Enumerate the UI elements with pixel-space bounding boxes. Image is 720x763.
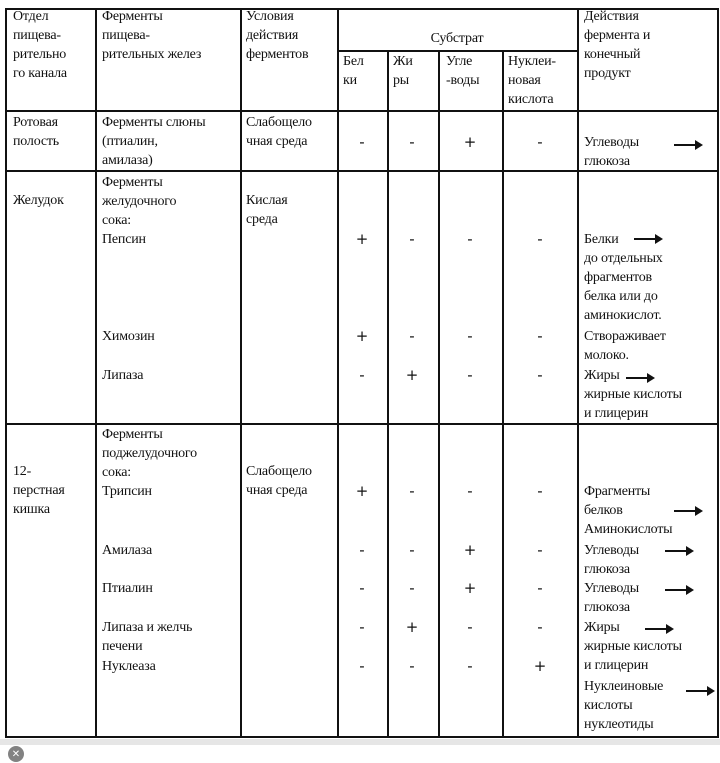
enzyme-name: Пепсин: [102, 232, 146, 247]
bottom-divider: [0, 739, 720, 745]
header-conditions: Условия действия ферментов: [246, 9, 309, 62]
col-divider: [438, 50, 440, 738]
table-border-bottom: [5, 736, 718, 738]
mark-nucleic: +: [533, 657, 547, 675]
close-icon[interactable]: ✕: [8, 746, 24, 762]
enzyme-action: Углеводы глюкоза: [584, 135, 639, 169]
mark-fats: -: [409, 327, 415, 345]
col-divider: [95, 8, 97, 738]
header-substrate: Субстрат: [430, 31, 484, 46]
col-divider: [5, 8, 7, 738]
header-section: Отдел пищева- рительно го канала: [13, 9, 67, 81]
arrow-icon: [665, 589, 691, 591]
enzyme-name: Птиалин: [102, 581, 153, 596]
mark-fats: -: [409, 482, 415, 500]
mark-proteins: -: [359, 133, 365, 151]
col-divider: [717, 8, 719, 738]
mark-proteins: -: [359, 579, 365, 597]
mark-proteins: -: [359, 541, 365, 559]
header-carbs: Угле -воды: [446, 54, 480, 88]
header-enzymes: Ферменты пищева- рительных желез: [102, 9, 202, 62]
mark-fats: -: [409, 541, 415, 559]
col-divider: [337, 8, 339, 738]
mark-nucleic: -: [537, 579, 543, 597]
mark-proteins: +: [355, 482, 369, 500]
enzyme-action: Створаживает молоко.: [584, 329, 666, 363]
enzyme-name: Липаза и желчь печени: [102, 620, 193, 654]
arrow-icon: [686, 690, 712, 692]
mark-nucleic: -: [537, 482, 543, 500]
section-name: Ротовая полость: [13, 115, 59, 149]
header-nucleic: Нуклеи- новая кислота: [508, 54, 556, 107]
enzyme-action: Углеводы глюкоза: [584, 543, 639, 577]
mark-carbs: -: [467, 230, 473, 248]
mark-nucleic: -: [537, 230, 543, 248]
col-divider: [240, 8, 242, 738]
conditions: Слабощело чная среда: [246, 464, 312, 498]
conditions: Слабощело чная среда: [246, 115, 312, 149]
arrow-icon: [626, 377, 652, 379]
enzyme-action: Жиры жирные кислоты и глицерин: [584, 368, 682, 421]
conditions: Кислая среда: [246, 193, 288, 227]
mark-nucleic: -: [537, 366, 543, 384]
enzyme-name: Нуклеаза: [102, 659, 156, 674]
col-divider: [577, 8, 579, 738]
mark-nucleic: -: [537, 133, 543, 151]
mark-carbs: -: [467, 618, 473, 636]
mark-fats: -: [409, 657, 415, 675]
mark-proteins: -: [359, 366, 365, 384]
enzyme-action: Жиры жирные кислоты и глицерин: [584, 620, 682, 673]
section-name: 12- перстная кишка: [13, 464, 65, 517]
mark-fats: -: [409, 230, 415, 248]
enzyme-name: Липаза: [102, 368, 144, 383]
enzyme-name: Амилаза: [102, 543, 153, 558]
mark-nucleic: -: [537, 618, 543, 636]
mark-nucleic: -: [537, 541, 543, 559]
enzyme-name: Химозин: [102, 329, 155, 344]
mark-carbs: -: [467, 657, 473, 675]
enzyme-action: Углеводы глюкоза: [584, 581, 639, 615]
enzyme-action: Нуклеиновые кислоты нуклеотиды: [584, 679, 664, 732]
mark-carbs: +: [463, 579, 477, 597]
header-divider: [5, 110, 718, 112]
enzyme-intro: Ферменты поджелудочного сока:: [102, 427, 197, 480]
arrow-icon: [665, 550, 691, 552]
mark-proteins: +: [355, 230, 369, 248]
arrow-icon: [674, 510, 700, 512]
enzyme-name: Трипсин: [102, 484, 152, 499]
header-action: Действия фермента и конечный продукт: [584, 9, 651, 81]
col-divider: [387, 50, 389, 738]
mark-fats: -: [409, 579, 415, 597]
mark-fats: +: [405, 618, 419, 636]
mark-carbs: +: [463, 133, 477, 151]
enzyme-name: Ферменты слюны (птиалин, амилаза): [102, 115, 206, 168]
enzyme-action: Белки до отдельных фрагментов белка или до аминокислот.: [584, 232, 663, 323]
mark-proteins: -: [359, 618, 365, 636]
enzyme-action: Фрагменты белков Аминокислоты: [584, 484, 673, 537]
header-proteins: Бел ки: [343, 54, 364, 88]
arrow-icon: [645, 628, 671, 630]
mark-proteins: -: [359, 657, 365, 675]
arrow-icon: [634, 238, 660, 240]
header-fats: Жи ры: [393, 54, 413, 88]
mark-carbs: -: [467, 366, 473, 384]
mark-fats: +: [405, 366, 419, 384]
mark-carbs: -: [467, 482, 473, 500]
section-name: Желудок: [13, 193, 64, 208]
mark-carbs: -: [467, 327, 473, 345]
mark-fats: -: [409, 133, 415, 151]
mark-proteins: +: [355, 327, 369, 345]
enzyme-intro: Ферменты желудочного сока:: [102, 175, 177, 228]
mark-carbs: +: [463, 541, 477, 559]
col-divider: [502, 50, 504, 738]
arrow-icon: [674, 144, 700, 146]
mark-nucleic: -: [537, 327, 543, 345]
